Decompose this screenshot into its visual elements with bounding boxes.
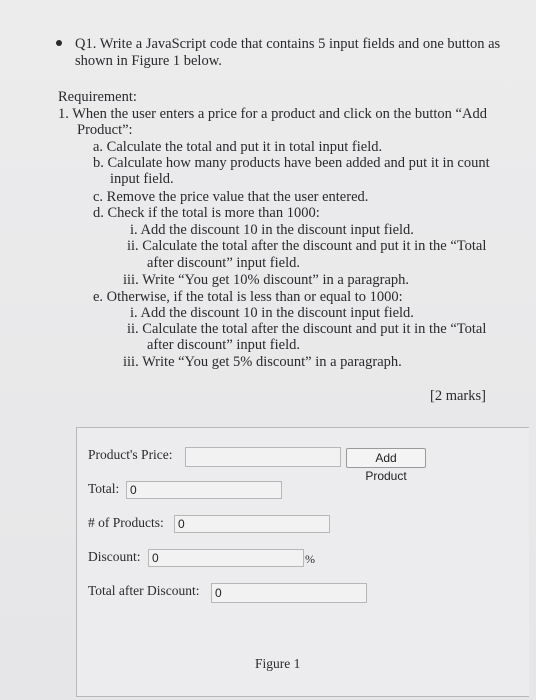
- price-label: Product's Price:: [88, 447, 173, 462]
- requirement-item-1-cont: Product”:: [77, 122, 133, 138]
- step-d-ii: ii. Calculate the total after the discount and put it in the “Total: [127, 238, 487, 254]
- add-product-button[interactable]: Add Product: [346, 448, 426, 468]
- count-input[interactable]: [174, 515, 330, 533]
- discount-label: Discount:: [88, 549, 141, 564]
- step-e: e. Otherwise, if the total is less than or equal to 1000:: [93, 289, 403, 305]
- count-label: # of Products:: [88, 515, 164, 530]
- step-a: a. Calculate the total and put it in total input field.: [93, 139, 383, 155]
- figure-caption: Figure 1: [255, 656, 301, 671]
- step-b-cont: input field.: [110, 171, 174, 187]
- total-input[interactable]: [126, 481, 282, 499]
- figure-1-form: [76, 427, 529, 697]
- step-e-ii-cont: after discount” input field.: [147, 337, 301, 353]
- step-e-iii: iii. Write “You get 5% discount” in a paragraph.: [123, 354, 402, 370]
- requirement-heading: Requirement:: [58, 89, 137, 105]
- step-d-iii: iii. Write “You get 10% discount” in a paragraph.: [123, 272, 409, 288]
- question-line-1: Q1. Write a JavaScript code that contains 5 input fields and one button as: [75, 36, 501, 52]
- requirement-item-1: 1. When the user enters a price for a product and click on the button “Add: [58, 106, 487, 122]
- step-d-i: i. Add the discount 10 in the discount input field.: [130, 222, 414, 238]
- discount-input[interactable]: [148, 549, 304, 567]
- bullet-icon: [56, 40, 62, 46]
- step-e-ii: ii. Calculate the total after the discount and put it in the “Total: [127, 321, 487, 337]
- total-after-discount-label: Total after Discount:: [88, 583, 200, 598]
- question-line-2: shown in Figure 1 below.: [75, 53, 222, 69]
- price-input[interactable]: [185, 447, 341, 467]
- step-d: d. Check if the total is more than 1000:: [93, 205, 320, 221]
- total-after-discount-input[interactable]: [211, 583, 367, 603]
- step-b: b. Calculate how many products have been added and put it in count: [93, 155, 490, 171]
- step-d-ii-cont: after discount” input field.: [147, 255, 301, 271]
- step-c: c. Remove the price value that the user entered.: [93, 189, 369, 205]
- marks-label: [2 marks]: [430, 388, 486, 404]
- percent-sign: %: [305, 552, 315, 566]
- total-label: Total:: [88, 481, 120, 496]
- step-e-i: i. Add the discount 10 in the discount input field.: [130, 305, 414, 321]
